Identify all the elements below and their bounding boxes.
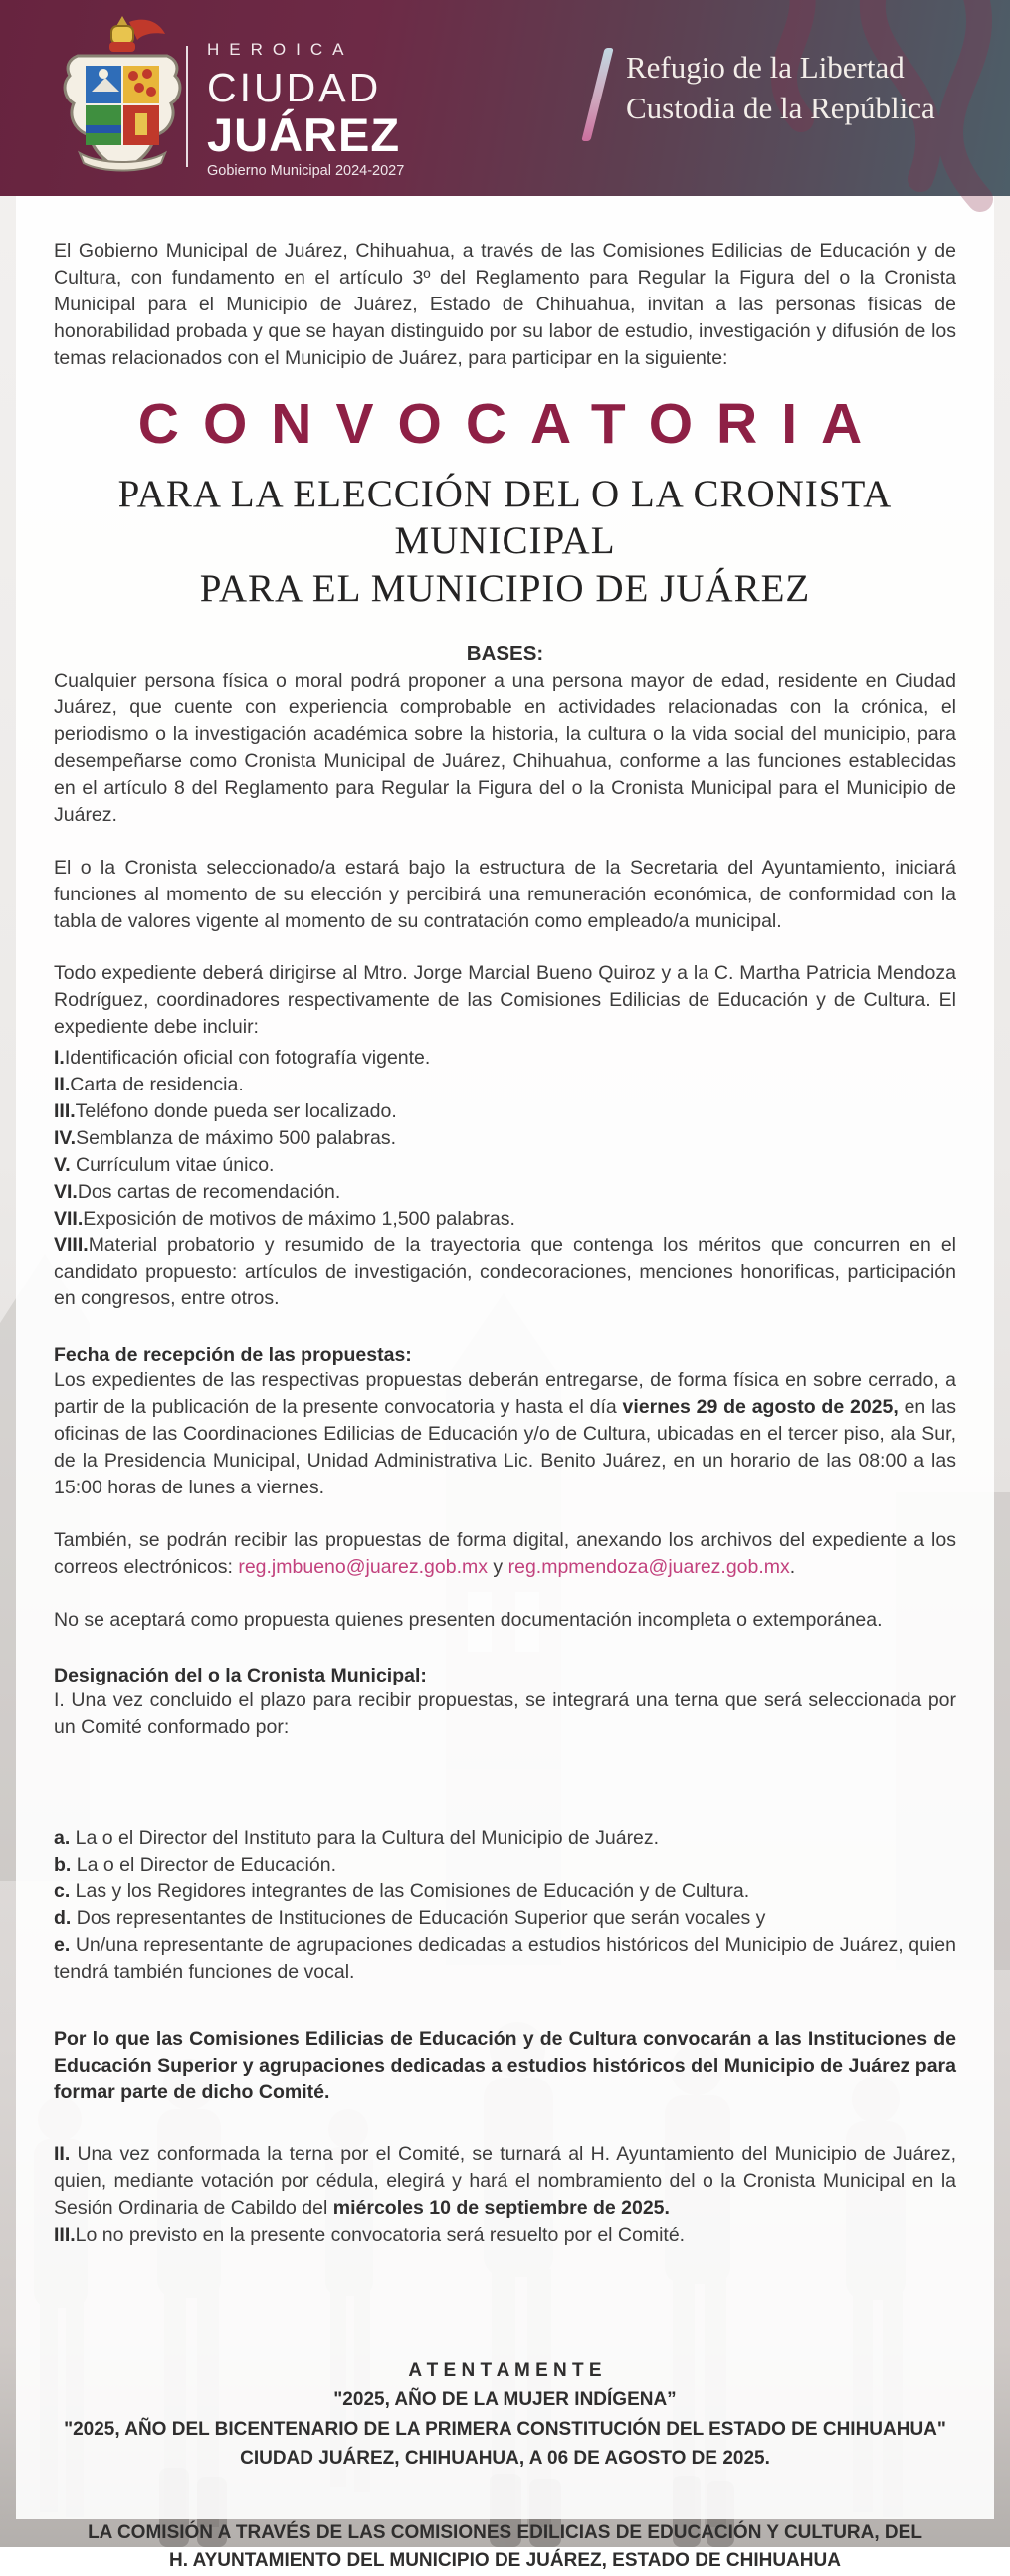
session-date: miércoles 10 de septiembre de 2025.	[332, 2197, 670, 2220]
slogan-line2: Custodia de la República	[626, 90, 935, 125]
juarez-coat-of-arms-icon	[60, 14, 185, 181]
slogan-block	[593, 48, 935, 141]
reception-paragraph-2: También, se podrán recibir las propuestas de forma digital, anexando los archivos del expediente a los correos electrónicos: reg.jmbueno@juarez.gob.mx y reg.mpmendoza@juarez.gob.mx.	[54, 1528, 956, 1578]
date-line: CIUDAD JUÁREZ, CHIHUAHUA, A 06 DE AGOSTO DE 2025.	[240, 2448, 770, 2470]
bases-paragraph-3: Todo expediente deberá dirigirse al Mtro. Jorge Marcial Bueno Quiroz y a la C. Martha Patricia Mendoza Rodríguez, coordinadores respectivamente de las Comisiones Edilicias de Educación y de Cultura. El expediente debe incluir:	[54, 962, 956, 1039]
designation-paragraph-3: III.Lo no previsto en la presente convocatoria será resuelto por el Comité.	[54, 2224, 686, 2247]
reception-paragraph-1: Los expedientes de las respectivas propuestas deberán entregarse, de forma física en sobre cerrado, a partir de la publicación de la presente convocatoria y hasta el día viernes 29 de agosto de 2025, en las oficinas de las Coordinaciones Edilicias de Educación y/o de Cultura, ubicadas en el tercer piso, ala Sur, de la Presidencia Municipal, Unidad Administrativa Lic. Benito Juárez, en un horario de las 08:00 a las 15:00 horas de lunes a viernes.	[54, 1369, 957, 1498]
committee-item: b. La o el Director de Educación.	[54, 1854, 336, 1877]
year-motto-1: "2025, AÑO DE LA MUJER INDÍGENA”	[333, 2389, 677, 2411]
requirement-item: VI.Dos cartas de recomendación.	[54, 1180, 341, 1203]
commission-signature: LA COMISIÓN A TRAVÉS DE LAS COMISIONES EDILICIAS DE EDUCACIÓN Y CULTURA, DEL H. AYUNTAMIENTO DEL MUNICIPIO DE JUÁREZ, ESTADO DE CHIHUAHUA	[88, 2521, 922, 2572]
page-subtitle	[54, 471, 956, 613]
committee-item: c. Las y los Regidores integrantes de las Comisiones de Educación y de Cultura.	[54, 1881, 750, 1903]
closing-block	[54, 2356, 956, 2474]
brand-lockup	[207, 40, 404, 179]
email-link-mpmendoza[interactable]: reg.mpmendoza@juarez.gob.mx	[507, 1555, 790, 1578]
subtitle-line1: PARA LA ELECCIÓN DEL O LA CRONISTA MUNICIPAL	[117, 472, 893, 563]
committee-item: d. Dos representantes de Instituciones de Educación Superior que serán vocales y	[54, 1906, 766, 1929]
slogan-text	[626, 48, 935, 129]
page-title: CONVOCATORIA	[137, 391, 887, 456]
bases-paragraph-2: El o la Cronista seleccionado/a estará bajo la estructura de la Secretaria del Ayuntamiento, iniciará funciones al momento de su elección y percibirá una remuneración económica, de conformidad con la tabla de valores vigente al momento de su contratación como empleado/a municipal.	[54, 856, 956, 932]
brand-juarez: JUÁREZ	[207, 108, 401, 161]
bases-paragraph-1: Cualquier persona física o moral podrá proponer a una persona mayor de edad, residente en Ciudad Juárez, que cuente con experiencia comprobable en actividades relacionadas con la crónica, el periodismo o la investigación académica sobre la historia, la cultura o la vida social del municipio, para desempeñarse como Cronista Municipal de Juárez, Chihuahua, conforme a las funciones establecidas en el artículo 8 del Reglamento para Regular la Figura del o la Cronista Municipal para el Municipio de Juárez.	[54, 670, 956, 826]
brand-ciudad: CIUDAD	[207, 65, 382, 110]
year-motto-2: "2025, AÑO DEL BICENTENARIO DE LA PRIMERA CONSTITUCIÓN DEL ESTADO DE CHIHUAHUA"	[64, 2418, 946, 2440]
requirement-item: VIII.Material probatorio y resumido de la trayectoria que contenga los méritos que concurren en el candidato propuesto: artículos de investigación, condecoraciones, menciones honorificas, participación en congresos, entre otros.	[54, 1234, 956, 1310]
intro-paragraph: El Gobierno Municipal de Juárez, Chihuahua, a través de las Comisiones Edilicias de Educación y de Cultura, con fundamento en el artículo 3º del Reglamento para Regular la Figura del o la Cronista Municipal para el Municipio de Juárez, Estado de Chihuahua, invitan a las personas físicas de honorabilidad probada y que se hayan distinguido por su labor de estudio, investigación y difusión de los temas relacionados con el Municipio de Juárez, para participar en la siguiente:	[54, 240, 956, 369]
requirements-list	[54, 1045, 956, 1312]
reception-heading: Fecha de recepción de las propuestas:	[54, 1344, 412, 1367]
brand-heroica: HEROICA	[207, 40, 354, 59]
designation-paragraph-2: II. Una vez conformada la terna por el Comité, se turnará al H. Ayuntamiento del Municipio de Juárez, quien, mediante votación por cédula, elegirá y hará el nombramiento del o la Cronista Municipal en la Sesión Ordinaria de Cabildo del miércoles 10 de septiembre de 2025.	[54, 2143, 956, 2220]
content-panel	[16, 196, 994, 2572]
brand-gobierno: Gobierno Municipal 2024-2027	[207, 163, 405, 179]
committee-call-note: Por lo que las Comisiones Edilicias de Educación y de Cultura convocarán a las Instituciones de Educación Superior y agrupaciones dedicadas a estudios históricos del Municipio de Juárez para formar parte de dicho Comité.	[54, 2027, 956, 2103]
requirement-item: II.Carta de residencia.	[54, 1074, 244, 1096]
committee-list	[54, 1825, 956, 1985]
designation-heading: Designación del o la Cronista Municipal:	[54, 1665, 427, 1687]
requirement-item: I.Identificación oficial con fotografía vigente.	[54, 1047, 431, 1070]
committee-item: a. La o el Director del Instituto para la Cultura del Municipio de Juárez.	[54, 1827, 660, 1850]
committee-item: e. Un/una representante de agrupaciones dedicadas a estudios históricos del Municipio de Juárez, quien tendrá también funciones de vocal.	[54, 1933, 956, 1983]
reception-paragraph-3: No se aceptará como propuesta quienes presenten documentación incompleta o extemporánea.	[54, 1608, 883, 1631]
designation-paragraph-1: I. Una vez concluido el plazo para recibir propuestas, se integrará una terna que será seleccionada por un Comité conformado por:	[54, 1689, 956, 1739]
requirement-item: IV.Semblanza de máximo 500 palabras.	[54, 1126, 396, 1149]
requirement-item: V. Currículum vitae único.	[54, 1153, 275, 1176]
header-banner	[0, 0, 1010, 196]
email-link-jmbueno[interactable]: reg.jmbueno@juarez.gob.mx	[238, 1555, 489, 1578]
subtitle-line2: PARA EL MUNICIPIO DE JUÁREZ	[199, 566, 811, 610]
slogan-line1: Refugio de la Libertad	[626, 50, 905, 85]
requirement-item: VII.Exposición de motivos de máximo 1,500 palabras.	[54, 1207, 515, 1230]
brand-divider	[186, 46, 188, 167]
requirement-item: III.Teléfono donde pueda ser localizado.	[54, 1099, 397, 1122]
atentamente: A T E N T A M E N T E	[408, 2360, 602, 2382]
bases-heading: BASES:	[466, 642, 544, 666]
deadline-date: viernes 29 de agosto de 2025,	[622, 1396, 899, 1419]
